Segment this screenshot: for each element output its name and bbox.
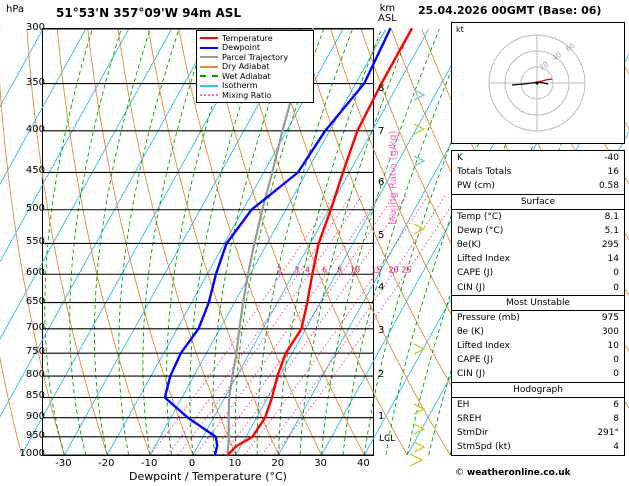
height-tick-label: 2 [378,369,385,381]
index-row [452,398,624,412]
height-tick-label: 8 [378,82,385,94]
index-row [452,367,624,381]
legend-swatch [200,66,218,68]
height-tick-label: 4 [378,281,385,293]
svg-text:15: 15 [371,265,382,275]
index-value: 16 [607,167,619,178]
index-key: K [457,153,463,163]
temperature-tick-label: -20 [98,458,115,469]
index-key: Lifted Index [457,341,510,352]
index-key: SREH [457,413,482,424]
section-header: Hodograph [452,382,624,398]
index-row [452,252,624,266]
pressure-tick-label: 550 [25,236,45,248]
index-key: CIN (J) [457,369,486,380]
svg-text:25: 25 [401,265,412,275]
km-unit-line1: km [379,3,396,14]
index-key: Totals Totals [457,167,512,178]
legend-label: Parcel Trajectory [222,52,289,62]
legend-item [200,81,310,90]
index-key: θe (K) [457,326,484,337]
index-value: 10 [607,341,619,352]
credit [455,468,571,478]
index-value: 291° [597,428,619,438]
svg-text:10: 10 [349,265,361,275]
temperature-tick-label: -10 [140,458,158,469]
svg-text:3: 3 [294,265,300,275]
height-tick-label: 7 [378,125,385,137]
temperature-tick-label: 40 [357,458,370,469]
legend-swatch [200,85,218,87]
section-header: Most Unstable [452,295,624,311]
temperature-tick-label: 0 [188,458,196,469]
index-row [452,339,624,353]
legend-label: Wet Adiabat [222,71,271,81]
index-row [452,281,624,295]
index-value: 0 [613,268,619,279]
index-value: 8.1 [604,211,619,222]
copyright-icon: © [455,468,464,478]
index-row [452,165,624,179]
index-key: θe(K) [457,239,481,250]
index-row [452,151,624,165]
mixing-ratio-axis-label: Mixing Ratio (g/kg) [388,130,399,225]
index-key: Lifted Index [457,254,510,265]
pressure-tick-label: 300 [25,22,45,33]
index-value: 295 [601,239,619,250]
index-row [452,179,624,193]
legend-item [200,34,310,43]
credit-text: weatheronline.co.uk [466,468,571,478]
index-row [452,426,624,440]
index-value: 0 [613,369,619,380]
temperature-tick-label: -30 [55,458,72,469]
legend-swatch [200,37,218,39]
index-row [452,412,624,426]
pressure-tick-label: 700 [25,321,45,333]
legend-swatch [200,75,218,77]
svg-text:40: 40 [551,50,563,63]
index-value: 5.1 [604,225,619,236]
legend-item [200,43,310,52]
pressure-tick-label: 450 [25,165,45,177]
hodograph-unit: kt [456,25,464,34]
index-value: 300 [601,326,619,337]
index-value: 0 [613,282,619,293]
height-tick-label: 6 [378,177,385,189]
svg-text:6: 6 [322,265,328,275]
temperature-tick-label: 20 [271,458,285,469]
pressure-tick-label: 900 [25,410,45,422]
index-key: CAPE (J) [457,355,494,366]
section-header: Surface [452,194,624,210]
index-row [452,325,624,339]
pressure-tick-label: 1000 [19,448,45,459]
index-value: 8 [613,413,619,424]
index-row [452,210,624,224]
indices-table [451,150,625,456]
index-value: 14 [607,254,619,265]
pressure-tick-label: 750 [25,346,45,358]
index-value: 975 [601,312,619,323]
pressure-tick-label: 800 [25,369,45,381]
legend-item [200,53,310,62]
index-key: CIN (J) [457,282,486,293]
station-title: 51°53'N 357°09'W 94m ASL [56,6,242,20]
km-unit-line2: ASL [378,13,397,24]
svg-text:8: 8 [337,265,343,275]
pressure-axis-unit: hPa [6,4,25,15]
hodograph-svg [452,23,622,141]
index-key: StmDir [457,428,489,438]
index-value: 6 [613,399,619,410]
index-key: Pressure (mb) [457,312,520,323]
pressure-tick-label: 600 [25,267,45,279]
pressure-tick-label: 950 [25,429,45,441]
legend-label: Temperature [222,33,273,43]
index-key: PW (cm) [457,181,495,192]
legend-swatch [200,56,218,58]
legend-label: Mixing Ratio [222,90,272,100]
svg-text:60: 60 [564,41,577,54]
lcl-label: LCL [379,434,396,444]
pressure-tick-label: 500 [25,202,45,214]
index-row [452,353,624,367]
height-tick-label: 1 [378,410,385,422]
legend-label: Dry Adiabat [222,62,270,71]
index-row [452,224,624,238]
index-key: CAPE (J) [457,268,494,279]
legend-label: Dewpoint [222,43,261,52]
index-row [452,266,624,280]
pressure-tick-label: 350 [25,76,45,88]
temperature-tick-label: 30 [314,458,327,469]
index-row [452,440,624,454]
legend-item [200,91,310,100]
index-value: -40 [604,153,619,163]
index-key: StmSpd (kt) [457,442,511,453]
index-value: 0.58 [598,181,619,192]
chart-legend [196,30,314,103]
svg-text:2: 2 [277,265,283,275]
x-axis-title: Dewpoint / Temperature (°C) [129,470,287,483]
height-tick-label: 3 [378,325,385,337]
wind-barb-column [404,28,448,458]
index-row [452,311,624,325]
pressure-tick-label: 850 [25,390,45,402]
legend-item [200,62,310,71]
svg-text:20: 20 [537,60,550,72]
index-row [452,238,624,252]
index-key: EH [457,399,470,410]
index-key: Temp (°C) [457,211,502,222]
hodograph [451,22,625,144]
index-key: Dewp (°C) [457,225,504,236]
index-value: 4 [613,442,619,453]
height-tick-label: 5 [378,229,385,241]
svg-text:4: 4 [304,265,310,275]
legend-label: Isotherm [222,81,258,90]
legend-swatch [200,47,218,49]
svg-text:20: 20 [388,265,399,275]
temperature-tick-label: 10 [228,458,242,469]
legend-item [200,72,310,81]
legend-swatch [200,94,218,96]
pressure-tick-label: 650 [25,295,45,307]
pressure-tick-label: 400 [25,123,45,135]
index-value: 0 [613,355,619,366]
run-header: 25.04.2026 00GMT (Base: 06) [418,4,602,17]
height-axis-unit [378,4,397,24]
